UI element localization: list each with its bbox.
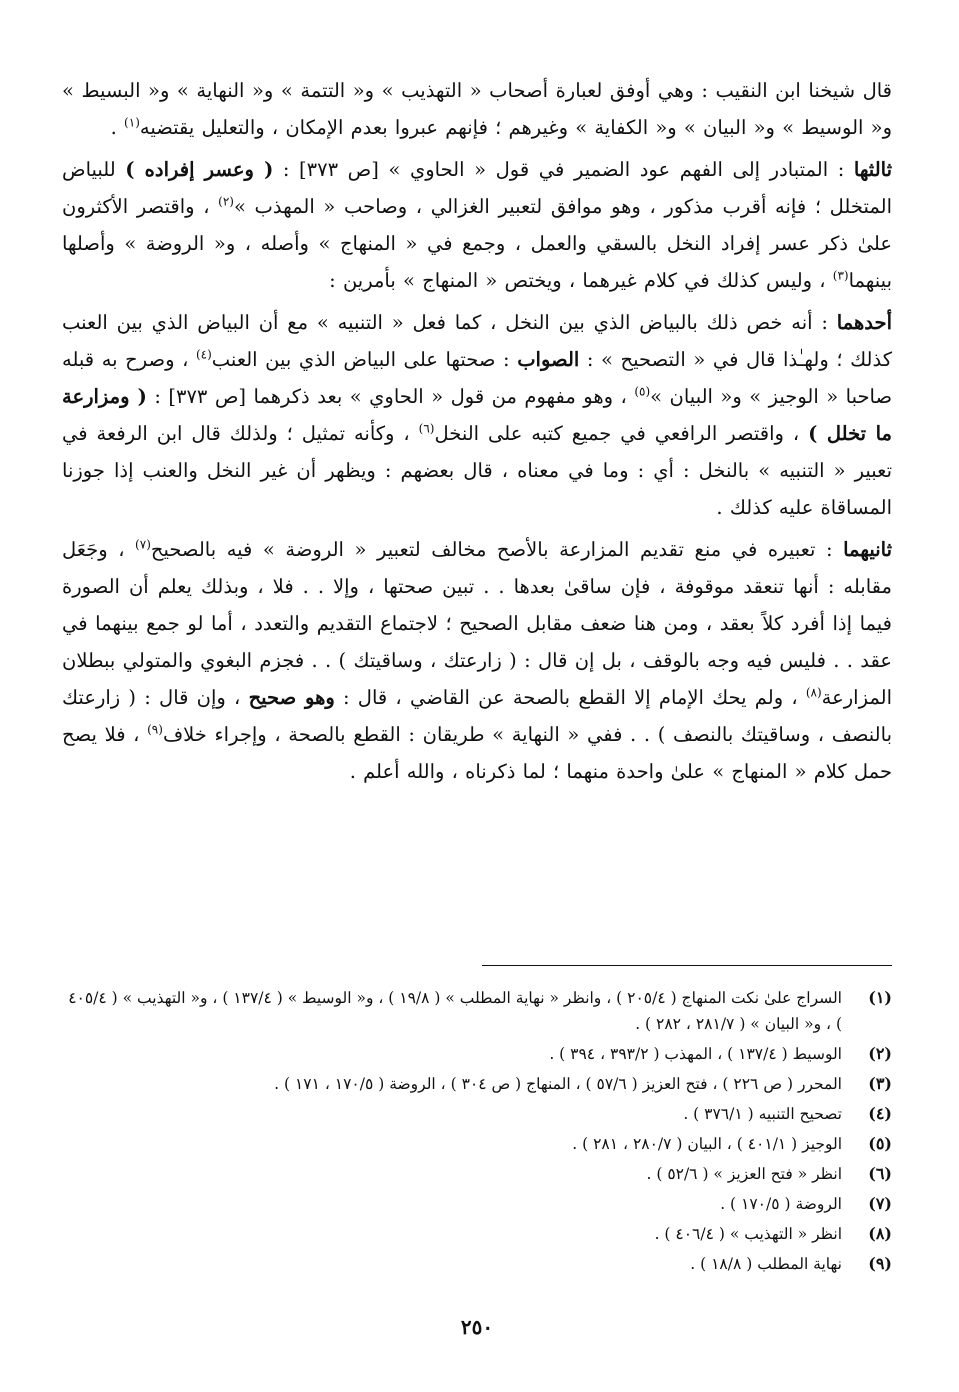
text-run: ، وصرح به قبله صاحبا « الوجيز » و« البيان » bbox=[62, 348, 893, 408]
footnote-ref: (٨) bbox=[805, 685, 822, 700]
text-run: ، واقتصر الأكثرون علىٰ ذكر عسر إفراد النخل بالسقي والعمل ، وجمع في « المنهاج » وأصله ، و« الروضة » وأصلها بينهما bbox=[62, 195, 892, 292]
footnote-number: (١) bbox=[868, 988, 892, 1007]
footnote-text: انظر « فتح العزيز » ( ٥٢/٦ ) . bbox=[646, 1165, 842, 1183]
footnote-ref: (٣) bbox=[832, 268, 849, 283]
book-page bbox=[62, 72, 892, 1372]
paragraph bbox=[62, 304, 892, 526]
footnote-text: الوجيز ( ٤٠١/١ ) ، البيان ( ٢٨٠/٧ ، ٢٨١ ) . bbox=[572, 1135, 842, 1153]
footnote-number: (٦) bbox=[868, 1164, 892, 1183]
footnote-number: (٢) bbox=[868, 1044, 892, 1063]
bold-term: ( وعسر إفراده ) bbox=[125, 158, 274, 181]
footnote bbox=[62, 1071, 892, 1097]
footnote-ref: (٥) bbox=[634, 384, 651, 399]
bold-term: وهو صحيح bbox=[248, 686, 335, 709]
footnote-number: (٧) bbox=[868, 1194, 892, 1213]
bold-term: الصواب bbox=[517, 348, 580, 371]
footnote-ref: (٢) bbox=[218, 194, 234, 209]
text-run: ، وجَعَل مقابله : أنها تنعقد موقوفة ، فإن ساقىٰ بعدها . . تبين صحتها ، وإلا . . فلا ، وبذلك يعلم أن الصورة فيما إذا أفرد كلاً بعقد ، ومن هنا ضعف مقابل الصحيح ؛ لاجتماع التقديم والتعدد ، أما لو جمع بينهما في عقد . . فليس فيه وجه بالوقف ، بل إن قال : ( زارعتك ، وساقيتك ) . . فجزم البغوي والمتولي ببطلان المزارعة bbox=[62, 538, 892, 709]
text-run: : المتبادر إلى الفهم عود الضمير في قول « الحاوي » [ص ٣٧٣] : bbox=[273, 158, 854, 181]
footnote-text: انظر « التهذيب » ( ٤٠٦/٤ ) . bbox=[654, 1225, 842, 1243]
paragraph bbox=[62, 531, 892, 790]
footnote-text: السراج علىٰ نكت المنهاج ( ٢٠٥/٤ ) ، وانظر « نهاية المطلب » ( ١٩/٨ ) ، و« الوسيط » ( ١٣٧/٤ ) ، و« التهذيب » ( ٤٠٥/٤ ) ، و« البيان » ( ٢٨١/٧ ، ٢٨٢ ) . bbox=[68, 989, 842, 1033]
footnote bbox=[62, 985, 892, 1037]
text-run: : صحتها على البياض الذي بين العنب bbox=[211, 348, 518, 371]
footnote bbox=[62, 1101, 892, 1127]
footnote-ref: (٧) bbox=[135, 537, 151, 552]
footnote-number: (٤) bbox=[868, 1104, 892, 1123]
paragraph bbox=[62, 72, 892, 146]
text-run: ، وهو مفهوم من قول « الحاوي » بعد ذكرهما [ص ٣٧٣] : bbox=[146, 385, 635, 408]
footnote-ref: (٤) bbox=[195, 347, 212, 362]
footnotes bbox=[62, 985, 892, 1281]
footnote-number: (٩) bbox=[868, 1254, 892, 1273]
footnote bbox=[62, 1131, 892, 1157]
text-run: قال شيخنا ابن النقيب : وهي أوفق لعبارة أصحاب « التهذيب » و« التتمة » و« النهاية » و« البسيط » و« الوسيط » و« البيان » و« الكفاية » وغيرهم ؛ فإنهم عبروا بعدم الإمكان ، والتعليل يقتضيه bbox=[62, 79, 892, 139]
bold-term: ثانيهما bbox=[843, 538, 892, 561]
text-run: ، فلا يصح حمل كلام « المنهاج » علىٰ واحدة منهما ؛ لما ذكرناه ، والله أعلم . bbox=[62, 723, 892, 783]
footnote-text: الوسيط ( ١٣٧/٤ ) ، المهذب ( ٣٩٣/٢ ، ٣٩٤ ) . bbox=[549, 1045, 842, 1063]
text-run: : تعبيره في منع تقديم المزارعة بالأصح مخالف لتعبير « الروضة » فيه بالصحيح bbox=[150, 538, 844, 561]
footnote-number: (٣) bbox=[868, 1074, 892, 1093]
text-run: ، ولم يحك الإمام إلا القطع بالصحة عن القاضي ، قال : bbox=[334, 686, 806, 709]
text-run: ، واقتصر الرافعي في جميع كتبه على النخل bbox=[434, 422, 809, 445]
text-run: . bbox=[110, 116, 125, 139]
footnote-ref: (٦) bbox=[418, 421, 435, 436]
body-text bbox=[62, 72, 892, 790]
page-number: ٢٥٠ bbox=[460, 1315, 494, 1339]
footnote bbox=[62, 1221, 892, 1247]
footnote bbox=[62, 1041, 892, 1067]
footnote bbox=[62, 1251, 892, 1277]
text-run: ، وكأنه تمثيل ؛ ولذلك قال ابن الرفعة في تعبير « التنبيه » بالنخل : أي : وما في معناه ، قال بعضهم : ويظهر أن غير النخل والعنب إذا جوزنا المساقاة عليه كذلك . bbox=[62, 422, 892, 519]
bold-term: ثالثها bbox=[853, 158, 892, 181]
footnote-text: الروضة ( ١٧٠/٥ ) . bbox=[720, 1195, 842, 1213]
footnote-number: (٨) bbox=[868, 1224, 892, 1243]
footnote-ref: (١) bbox=[124, 115, 140, 130]
footnote-text: نهاية المطلب ( ١٨/٨ ) . bbox=[690, 1255, 842, 1273]
text-run: : أنه خص ذلك بالبياض الذي بين النخل ، كما فعل « التنبيه » مع أن البياض الذي بين العنب كذلك ؛ ولهـٰذا قال في « التصحيح » : bbox=[62, 311, 892, 371]
footnote-ref: (٩) bbox=[147, 722, 163, 737]
footnote-text: المحرر ( ص ٢٢٦ ) ، فتح العزيز ( ٥٧/٦ ) ، المنهاج ( ص ٣٠٤ ) ، الروضة ( ١٧٠/٥ ، ١٧١ ) . bbox=[274, 1075, 842, 1093]
bold-term: ( ومزارعة ما تخلل ) bbox=[62, 385, 892, 445]
text-run: ، وإن قال : ( زارعتك بالنصف ، وساقيتك بالنصف ) . . ففي « النهاية » طريقان : القطع بالصحة ، وإجراء خلاف bbox=[62, 686, 892, 746]
paragraph bbox=[62, 151, 892, 299]
footnote-number: (٥) bbox=[868, 1134, 892, 1153]
text-run: ، وليس كذلك في كلام غيرهما ، ويختص « المنهاج » بأمرين : bbox=[329, 269, 833, 292]
footnote-text: تصحيح التنبيه ( ٣٧٦/١ ) . bbox=[683, 1105, 842, 1123]
bold-term: أحدهما bbox=[836, 311, 892, 334]
text-run: للبياض المتخلل ؛ فإنه أقرب مذكور ، وهو موافق لتعبير الغزالي ، وصاحب « المهذب » bbox=[62, 158, 892, 218]
footnote-divider bbox=[482, 965, 892, 966]
footnote bbox=[62, 1161, 892, 1187]
footnote bbox=[62, 1191, 892, 1217]
